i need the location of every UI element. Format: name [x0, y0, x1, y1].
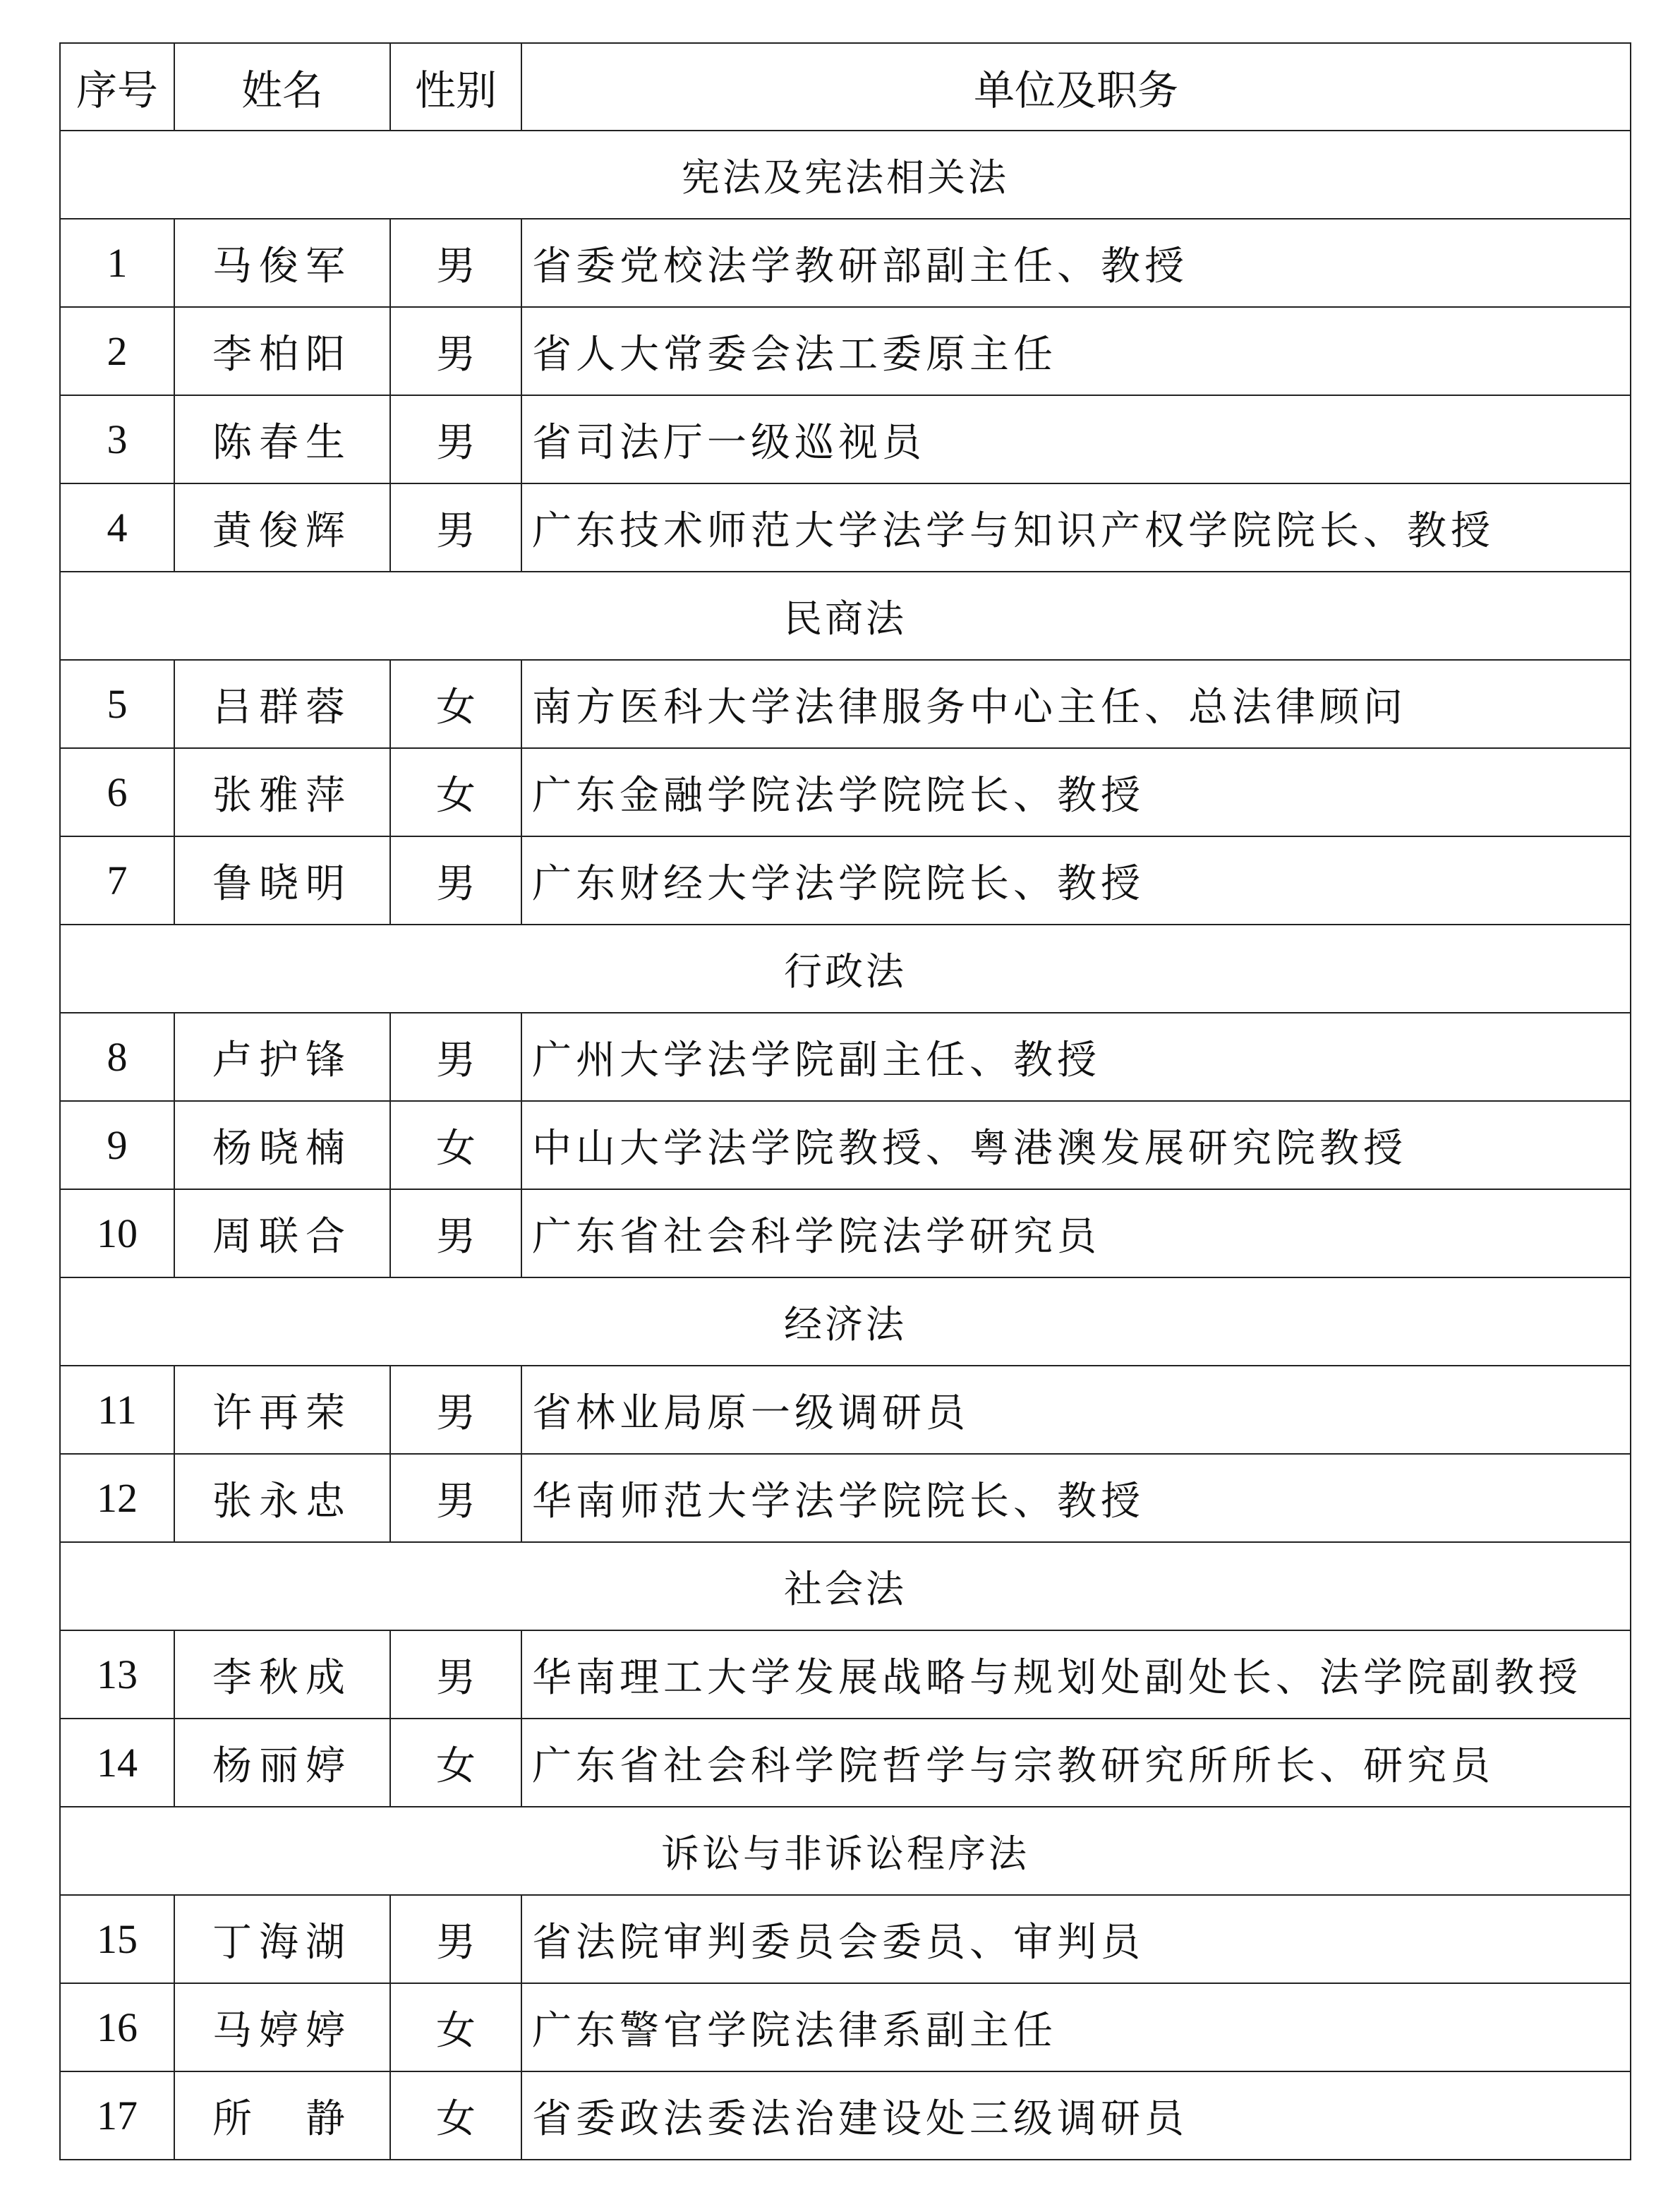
- table-row: [60, 748, 1631, 836]
- row-number: 15: [60, 1895, 174, 1983]
- member-unit-position: 省林业局原一级调研员: [521, 1366, 1631, 1454]
- member-unit-position: 广东财经大学法学院院长、教授: [521, 836, 1631, 925]
- table-row: [60, 1895, 1631, 1983]
- table-row: [60, 2071, 1631, 2160]
- table-row: [60, 1454, 1631, 1542]
- member-name: 黄俊辉: [174, 483, 390, 572]
- table-row: [60, 1983, 1631, 2071]
- row-number: 13: [60, 1630, 174, 1719]
- table-row: [60, 1630, 1631, 1719]
- row-number: 14: [60, 1719, 174, 1807]
- row-number: 6: [60, 748, 174, 836]
- table-row: [60, 1101, 1631, 1189]
- member-unit-position: 省委政法委法治建设处三级调研员: [521, 2071, 1631, 2160]
- header-no: 序号: [60, 43, 174, 131]
- member-name: 马婷婷: [174, 1983, 390, 2071]
- header-gender: 性别: [390, 43, 521, 131]
- row-number: 16: [60, 1983, 174, 2071]
- member-unit-position: 广东省社会科学院哲学与宗教研究所所长、研究员: [521, 1719, 1631, 1807]
- member-name: 李秋成: [174, 1630, 390, 1719]
- section-title: 经济法: [60, 1277, 1631, 1366]
- table-row: [60, 483, 1631, 572]
- section-header-row: [60, 925, 1631, 1013]
- member-name: 陈春生: [174, 395, 390, 483]
- member-unit-position: 广东警官学院法律系副主任: [521, 1983, 1631, 2071]
- member-name: 丁海湖: [174, 1895, 390, 1983]
- member-unit-position: 广东金融学院法学院院长、教授: [521, 748, 1631, 836]
- member-name: 杨晓楠: [174, 1101, 390, 1189]
- section-title: 社会法: [60, 1542, 1631, 1630]
- row-number: 8: [60, 1013, 174, 1101]
- member-name: 吕群蓉: [174, 660, 390, 748]
- section-title: 民商法: [60, 572, 1631, 660]
- table-row: [60, 1719, 1631, 1807]
- member-name: 李柏阳: [174, 307, 390, 395]
- section-title: 行政法: [60, 925, 1631, 1013]
- header-unit: 单位及职务: [521, 43, 1631, 131]
- member-gender: 男: [390, 1895, 521, 1983]
- member-gender: 男: [390, 395, 521, 483]
- member-gender: 男: [390, 1366, 521, 1454]
- member-gender: 男: [390, 1013, 521, 1101]
- table-row: [60, 395, 1631, 483]
- member-gender: 男: [390, 1454, 521, 1542]
- member-gender: 女: [390, 1101, 521, 1189]
- table-row: [60, 1189, 1631, 1277]
- member-table-container: [59, 42, 1630, 2160]
- table-row: [60, 219, 1631, 307]
- member-gender: 女: [390, 748, 521, 836]
- member-gender: 男: [390, 1630, 521, 1719]
- table-row: [60, 836, 1631, 925]
- table-row: [60, 1366, 1631, 1454]
- member-gender: 男: [390, 219, 521, 307]
- member-unit-position: 省人大常委会法工委原主任: [521, 307, 1631, 395]
- member-name: 马俊军: [174, 219, 390, 307]
- row-number: 1: [60, 219, 174, 307]
- table-row: [60, 307, 1631, 395]
- member-unit-position: 华南师范大学法学院院长、教授: [521, 1454, 1631, 1542]
- member-unit-position: 广州大学法学院副主任、教授: [521, 1013, 1631, 1101]
- member-unit-position: 省委党校法学教研部副主任、教授: [521, 219, 1631, 307]
- row-number: 12: [60, 1454, 174, 1542]
- member-name: 杨丽婷: [174, 1719, 390, 1807]
- member-table: [59, 42, 1631, 2160]
- row-number: 7: [60, 836, 174, 925]
- member-gender: 男: [390, 1189, 521, 1277]
- table-row: [60, 1013, 1631, 1101]
- member-name: 张雅萍: [174, 748, 390, 836]
- row-number: 11: [60, 1366, 174, 1454]
- member-gender: 女: [390, 1983, 521, 2071]
- section-title: 宪法及宪法相关法: [60, 131, 1631, 219]
- member-gender: 男: [390, 307, 521, 395]
- member-name: 张永忠: [174, 1454, 390, 1542]
- row-number: 10: [60, 1189, 174, 1277]
- section-header-row: [60, 1277, 1631, 1366]
- member-name: 周联合: [174, 1189, 390, 1277]
- row-number: 17: [60, 2071, 174, 2160]
- member-gender: 女: [390, 1719, 521, 1807]
- table-body: [60, 131, 1631, 2160]
- member-gender: 男: [390, 836, 521, 925]
- member-unit-position: 中山大学法学院教授、粤港澳发展研究院教授: [521, 1101, 1631, 1189]
- member-unit-position: 省法院审判委员会委员、审判员: [521, 1895, 1631, 1983]
- row-number: 4: [60, 483, 174, 572]
- member-unit-position: 南方医科大学法律服务中心主任、总法律顾问: [521, 660, 1631, 748]
- table-header-row: [60, 43, 1631, 131]
- table-row: [60, 660, 1631, 748]
- section-title: 诉讼与非诉讼程序法: [60, 1807, 1631, 1895]
- member-unit-position: 省司法厅一级巡视员: [521, 395, 1631, 483]
- row-number: 9: [60, 1101, 174, 1189]
- row-number: 3: [60, 395, 174, 483]
- member-unit-position: 华南理工大学发展战略与规划处副处长、法学院副教授: [521, 1630, 1631, 1719]
- member-name: 所 静: [174, 2071, 390, 2160]
- section-header-row: [60, 131, 1631, 219]
- row-number: 2: [60, 307, 174, 395]
- member-name: 许再荣: [174, 1366, 390, 1454]
- member-name: 卢护锋: [174, 1013, 390, 1101]
- member-unit-position: 广东省社会科学院法学研究员: [521, 1189, 1631, 1277]
- member-unit-position: 广东技术师范大学法学与知识产权学院院长、教授: [521, 483, 1631, 572]
- member-gender: 女: [390, 2071, 521, 2160]
- section-header-row: [60, 1542, 1631, 1630]
- row-number: 5: [60, 660, 174, 748]
- section-header-row: [60, 572, 1631, 660]
- member-gender: 男: [390, 483, 521, 572]
- member-name: 鲁晓明: [174, 836, 390, 925]
- member-gender: 女: [390, 660, 521, 748]
- header-name: 姓名: [174, 43, 390, 131]
- section-header-row: [60, 1807, 1631, 1895]
